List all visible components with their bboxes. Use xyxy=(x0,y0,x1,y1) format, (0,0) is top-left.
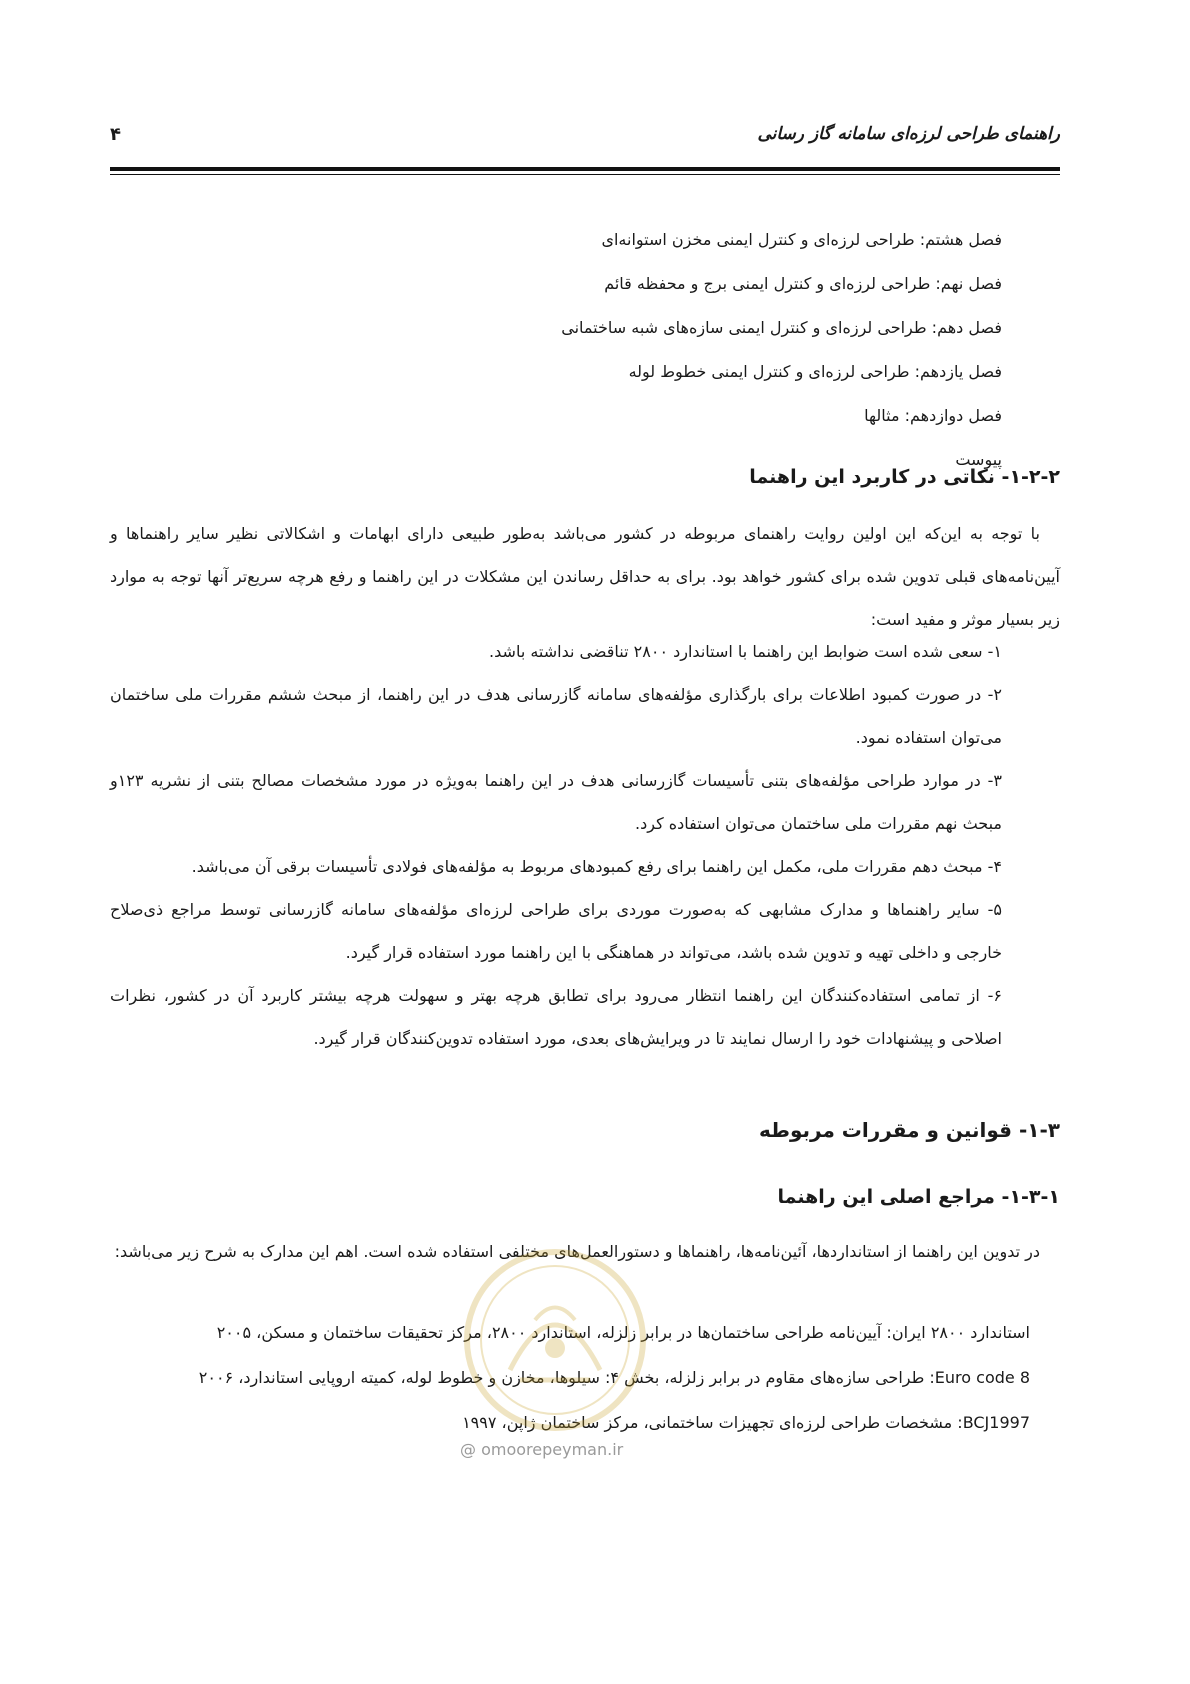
section-intro-paragraph: با توجه به این‌که این اولین روایت راهنمای مربوطه در کشور می‌باشد به‌طور طبیعی دارای ابهامات و اشکالاتی نظیر سایر راهنماها و آیین‌نامه‌های قبلی تدوین شده برای کشور خواهد بود. برای به حداقل رساندن این مشکلات در این راهنما و رفع هرچه سریع‌تر آنها توجه به موارد زیر بسیار موثر و مفید است: xyxy=(110,524,1060,629)
chapter-item: فصل نهم: طراحی لرزه‌ای و کنترل ایمنی برج و محفظه قائم xyxy=(604,274,1002,293)
note-item: ۵- سایر راهنماها و مدارک مشابهی که به‌صورت موردی برای طراحی لرزه‌ای مؤلفه‌های سامانه گازرسانی توسط مراجع ذی‌صلاح خارجی و داخلی تهیه و تدوین شده باشد، می‌تواند در هماهنگی با این راهنما مورد استفاده قرار گیرد. xyxy=(110,900,1002,962)
note-item: ۱- سعی شده است ضوابط این راهنما با استاندارد ۲۸۰۰ تناقضی نداشته باشد. xyxy=(489,642,1002,661)
reference-item: استاندارد ۲۸۰۰ ایران: آیین‌نامه طراحی ساختمان‌ها در برابر زلزله، استاندارد ۲۸۰۰، مرکز تحقیقات ساختمان و مسکن، ۲۰۰۵ xyxy=(216,1323,1030,1342)
watermark-url-text: omoorepeyman.ir xyxy=(481,1440,624,1459)
reference-item: Euro code 8: طراحی سازه‌های مقاوم در برابر زلزله، بخش ۴: سیلوها، مخازن و خطوط لوله، کمیته اروپایی استاندارد، ۲۰۰۶ xyxy=(198,1368,1030,1387)
references-intro-paragraph: در تدوین این راهنما از استانداردها، آئین‌نامه‌ها، راهنماها و دستورالعمل‌های مختلفی استفاده شده است. اهم این مدارک به شرح زیر می‌باشد: xyxy=(114,1242,1040,1261)
page-number: ۴ xyxy=(110,124,121,145)
header-rule-thick xyxy=(110,167,1060,171)
header-rule-thin xyxy=(110,174,1060,175)
page-header xyxy=(110,124,1060,154)
chapter-list xyxy=(110,218,1002,482)
chapter-item: فصل دهم: طراحی لرزه‌ای و کنترل ایمنی سازه‌های شبه ساختمانی xyxy=(561,318,1002,337)
note-item: ۲- در صورت کمبود اطلاعات برای بارگذاری مؤلفه‌های سامانه گازرسانی هدف در این راهنما، از مبحث ششم مقررات ملی ساختمان می‌توان استفاده نمود. xyxy=(110,685,1002,747)
section-heading-1-2-2: ۱-۲-۲- نکاتی در کاربرد این راهنما xyxy=(749,466,1060,488)
note-item: ۶- از تمامی استفاده‌کنندگان این راهنما انتظار می‌رود برای تطابق هرچه بهتر و سهولت هرچه بیشتر کاربرد آن در کشور، نظرات اصلاحی و پیشنهادات خود را ارسال نمایند تا در ویرایش‌های بعدی، مورد استفاده تدوین‌کنندگان قرار گیرد. xyxy=(110,986,1002,1048)
notes-list xyxy=(110,630,1002,1060)
document-page xyxy=(110,0,1060,1684)
note-item: ۳- در موارد طراحی مؤلفه‌های بتنی تأسیسات گازرسانی هدف در این راهنما به‌ویژه در مورد مشخصات مصالح بتنی از نشریه ۱۲۳و مبحث نهم مقررات ملی ساختمان می‌توان استفاده کرد. xyxy=(110,771,1002,833)
running-title: راهنمای طراحی لرزه‌ای سامانه گاز رسانی xyxy=(757,124,1060,144)
watermark-url: @ omoorepeyman.ir xyxy=(460,1440,624,1459)
chapter-item: پیوست xyxy=(955,450,1002,469)
references-list xyxy=(110,1310,1030,1445)
chapter-item: فصل هشتم: طراحی لرزه‌ای و کنترل ایمنی مخزن استوانه‌ای xyxy=(601,230,1002,249)
chapter-item: فصل دوازدهم: مثالها xyxy=(864,406,1002,425)
section-heading-1-3: ۱-۳- قوانین و مقررات مربوطه xyxy=(759,1118,1060,1142)
chapter-item: فصل یازدهم: طراحی لرزه‌ای و کنترل ایمنی خطوط لوله xyxy=(628,362,1002,381)
note-item: ۴- مبحث دهم مقررات ملی، مکمل این راهنما برای رفع کمبودهای مربوط به مؤلفه‌های فولادی تأسیسات برقی آن می‌باشد. xyxy=(191,857,1002,876)
section-heading-1-3-1: ۱-۳-۱- مراجع اصلی این راهنما xyxy=(777,1186,1060,1208)
reference-item: BCJ1997: مشخصات طراحی لرزه‌ای تجهیزات ساختمانی، مرکز ساختمان ژاپن، ۱۹۹۷ xyxy=(462,1413,1030,1432)
